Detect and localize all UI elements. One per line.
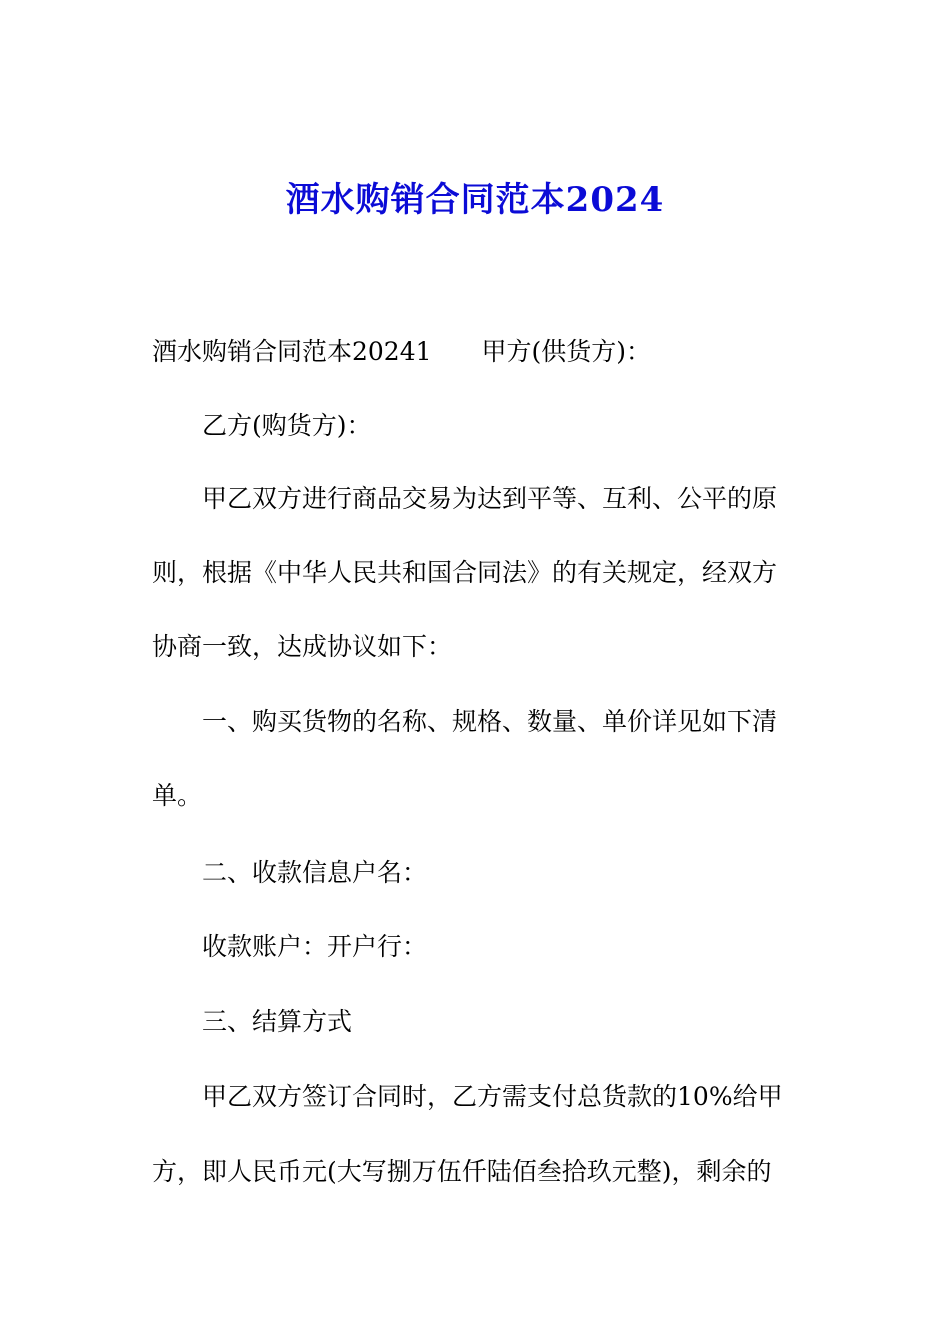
section-two-line: 二、收款信息户名：	[202, 858, 428, 887]
settlement-line: 甲乙双方签订合同时，乙方需支付总货款的10%给甲	[202, 1082, 783, 1111]
paragraph-line: 则，根据《中华人民共和国合同法》的有关规定，经双方	[152, 558, 778, 587]
paragraph-line: 协商一致，达成协议如下：	[152, 632, 453, 661]
account-line: 收款账户：开户行：	[202, 932, 428, 961]
section-three-heading: 三、结算方式	[202, 1007, 353, 1036]
section-one-line: 一、购买货物的名称、规格、数量、单价详见如下清	[202, 707, 778, 736]
settlement-line: 方，即人民币元(大写捌万伍仟陆佰叁拾玖元整)，剩余的	[152, 1157, 772, 1186]
party-b-line: 乙方(购货方)：	[202, 411, 372, 440]
header-line	[152, 334, 792, 370]
paragraph-line: 甲乙双方进行商品交易为达到平等、互利、公平的原	[202, 484, 778, 513]
section-one-line: 单。	[152, 781, 203, 810]
doc-ref: 酒水购销合同范本20241	[152, 337, 432, 366]
party-a-label: 甲方(供货方)：	[481, 337, 652, 366]
document-title: 酒水购销合同范本2024	[285, 180, 665, 220]
